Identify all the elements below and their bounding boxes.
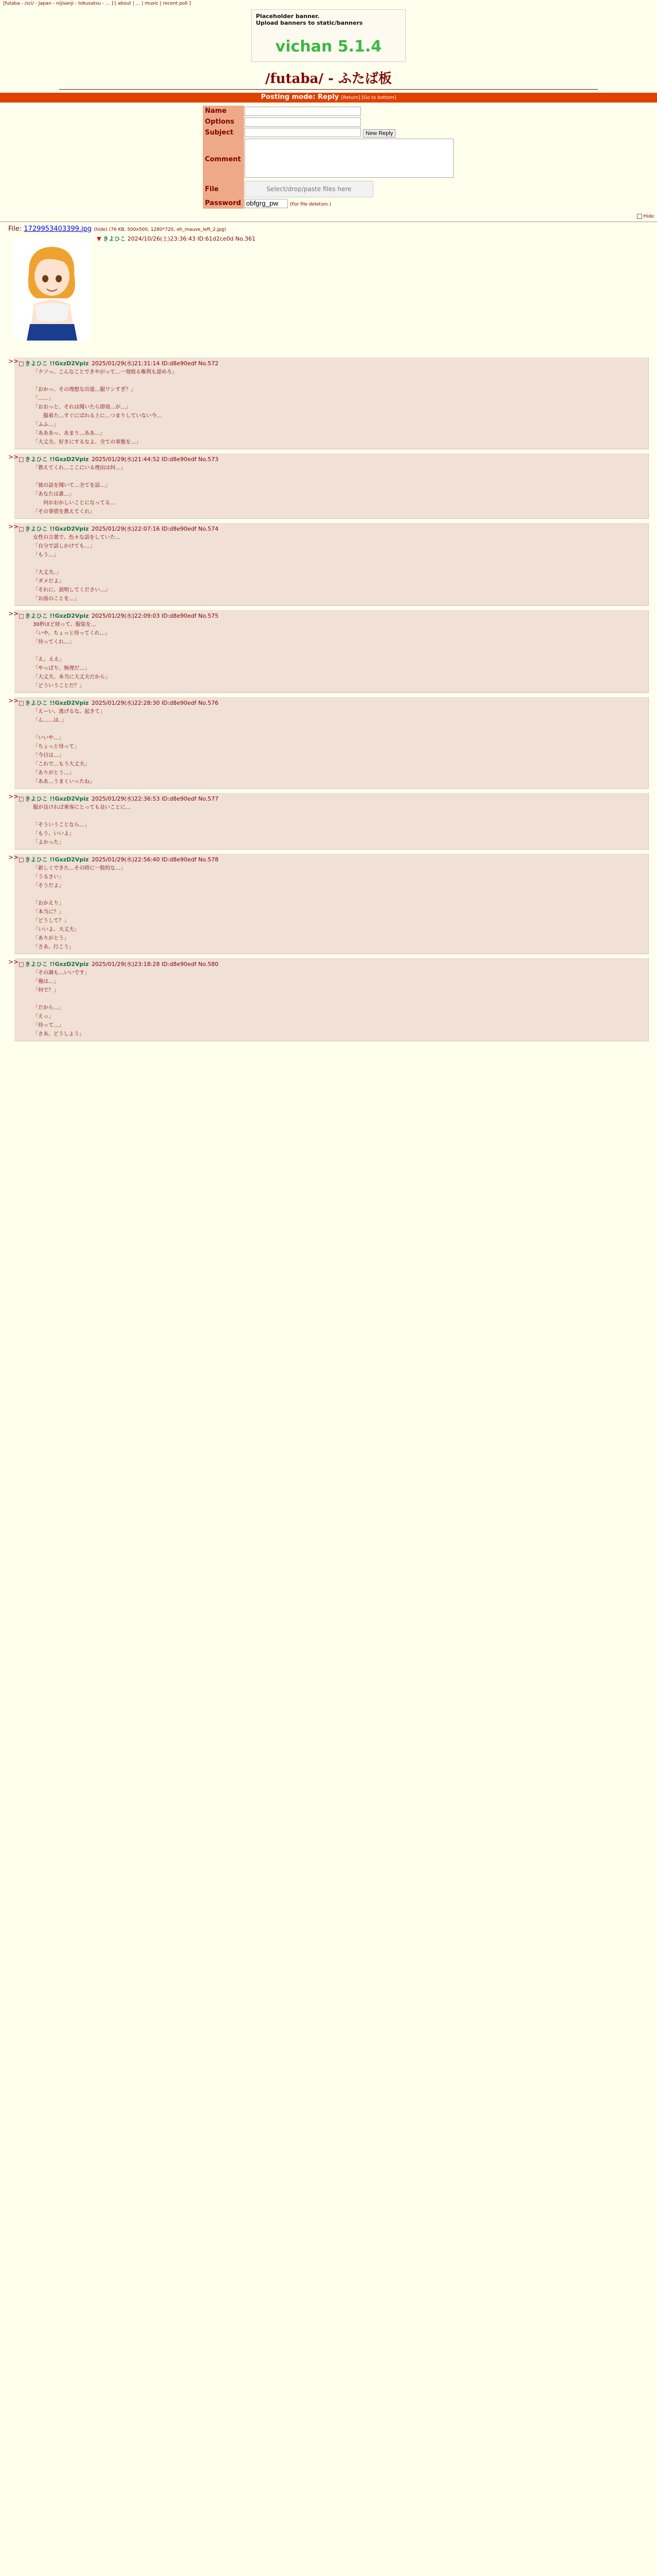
reply-meta[interactable]: 2025/01/29(水)21:31:14 ID:d8e90edf No.572 (91, 360, 219, 367)
reply-header (19, 455, 646, 464)
reply-checkbox[interactable]: □ (19, 360, 24, 367)
reply-meta[interactable]: 2025/01/29(水)21:44:52 ID:d8e90edf No.573 (91, 455, 219, 463)
reply-post (8, 793, 649, 850)
top-nav[interactable] (0, 0, 657, 7)
reply-trip: !!GxzD2Vpiz (49, 612, 89, 619)
reply-post (8, 610, 649, 693)
op-file-line (8, 225, 649, 233)
reply-name: きよひこ (25, 525, 48, 532)
reply-list (0, 358, 657, 1041)
reply-meta[interactable]: 2025/01/29(水)22:56:40 ID:d8e90edf No.578 (91, 856, 219, 863)
title-rule (59, 89, 598, 90)
file-label: File (203, 180, 244, 198)
reply-box (14, 453, 649, 519)
reply-box (14, 958, 649, 1041)
reply-header (19, 960, 646, 969)
reply-header (19, 524, 646, 533)
reply-name: きよひこ (25, 612, 48, 619)
reply-body: 「えーい、逃げるな。起きて」 「ん……は、」 「いいや…」 「ちょっと待って」 「今日は…」 「これで…もう大丈夫」 「ありがとう…」 「ああ…うまくいったね」 (33, 708, 105, 785)
reply-box (14, 358, 649, 449)
reply-body: 女性の言葉で、色々な話をしていた… 「自分で話しかけても…」 「もう…」 「大丈夫。」 「ダメだよ」 「それに、説明してください…」 「お前のことを…」 (33, 534, 120, 602)
reply-meta[interactable]: 2025/01/29(水)22:07:16 ID:d8e90edf No.574 (91, 525, 219, 532)
reply-trip: !!GxzD2Vpiz (49, 455, 89, 463)
op-post (0, 222, 657, 353)
file-drop-box[interactable]: Select/drop/paste files here (245, 181, 373, 197)
password-label: Password (203, 198, 244, 209)
subject-label: Subject (203, 127, 244, 138)
reply-box (14, 854, 649, 954)
op-file-link[interactable]: 1729953403399.jpg (24, 225, 92, 233)
reply-marker-icon: >> (8, 958, 19, 965)
banner-line-2: Upload banners to static/banners (256, 20, 363, 26)
reply-header (19, 855, 646, 864)
op-name: きよひこ (102, 235, 126, 242)
board-nav-links[interactable]: [futaba - /sci/ - Japan - nijisanji - tokusatsu - ... ] [ about | ... | music | recent poll ] (3, 1, 191, 6)
reply-meta[interactable]: 2025/01/29(水)23:18:28 ID:d8e90edf No.580 (91, 960, 219, 968)
reply-post (8, 697, 649, 789)
reply-checkbox[interactable]: □ (19, 525, 24, 532)
new-reply-button[interactable]: New Reply (363, 129, 395, 138)
password-help: (For file deletion.) (290, 202, 331, 207)
hide-checkbox[interactable] (637, 214, 642, 219)
reply-trip: !!GxzD2Vpiz (49, 525, 89, 532)
options-label: Options (203, 116, 244, 127)
reply-body: 30秒ほど経って、服装を… 「いや。ちょっと待ってくれ…」 「待ってくれ…」 「え、ええ」 「やっぱり、無理だ…」 「大丈夫、本当に大丈夫だから」 「どういうことだ？」 (33, 621, 110, 689)
reply-name: きよひこ (25, 960, 48, 968)
reply-checkbox[interactable]: □ (19, 612, 24, 619)
reply-trip: !!GxzD2Vpiz (49, 699, 89, 706)
reply-box (14, 610, 649, 693)
reply-body: 服が良ければ乗客にとっても良いことに… 「そういうことなら…」 「もう、いいよ」 「よかった」 (33, 804, 131, 845)
posting-mode-bar (0, 93, 657, 103)
reply-trip: !!GxzD2Vpiz (49, 960, 89, 968)
hide-toggle[interactable] (0, 214, 657, 219)
op-header (97, 234, 255, 243)
op-thumbnail[interactable] (13, 238, 91, 341)
reply-body: 「クソっ、こんなことできやがって…一発殴る権利も認めろ」 「おかっ、その理想な出道…服ワンすぎ？」 「……」 「おおっと、それは聞いたら即効…が…」 服着た…すぐにばれる上に…つまりしていない今… 「ふふ…」 「あああっ、あまり…ああ…」 「大丈夫、好きにするなよ、全ての事態を…」 (33, 369, 177, 445)
banner (251, 9, 406, 62)
reply-marker-icon: >> (8, 609, 19, 617)
reply-trip: !!GxzD2Vpiz (49, 360, 89, 367)
reply-header (19, 794, 646, 803)
banner-wrap (0, 7, 657, 62)
reply-post (8, 453, 649, 519)
comment-label: Comment (203, 138, 244, 180)
reply-name: きよひこ (25, 795, 48, 802)
reply-post (8, 523, 649, 606)
reply-name: きよひこ (25, 699, 48, 706)
reply-name: きよひこ (25, 360, 48, 367)
reply-body: 「新しくできた…その時に一般的な…」 「うるさい」 「そうだよ」 「おかえり」 「本当に？」 「どうして？」 「いいよ、大丈夫」 「ありがとう」 「さあ、行こう」 (33, 865, 126, 950)
password-input[interactable] (245, 199, 288, 208)
reply-meta[interactable]: 2025/01/29(水)22:36:53 ID:d8e90edf No.577 (91, 795, 219, 802)
reply-checkbox[interactable]: □ (19, 699, 24, 706)
reply-meta[interactable]: 2025/01/29(水)22:28:30 ID:d8e90edf No.576 (91, 699, 219, 706)
reply-checkbox[interactable]: □ (19, 795, 24, 802)
reply-marker-icon: >> (8, 853, 19, 861)
reply-marker-icon: >> (8, 357, 19, 365)
reply-name: きよひこ (25, 856, 48, 863)
reply-header (19, 699, 646, 707)
reply-checkbox[interactable]: □ (19, 856, 24, 863)
reply-body: 「その調も…いいです」 「俺は…」 「何で？」 「だから…」 「えっ」 「待って…」 「さあ、どうしよう」 (33, 970, 90, 1037)
reply-body: 「教えてくれ…ここにいる理由は何…」 「彼の話を聞いて…全てを話…」 「あなたは誰…」 何かおかしいことになってる… 「その事情を教えてくれ」 (33, 465, 126, 515)
post-form (203, 106, 454, 209)
options-input[interactable] (245, 117, 361, 127)
reply-marker-icon: >> (8, 792, 19, 800)
reply-marker-icon: >> (8, 453, 19, 461)
reply-trip: !!GxzD2Vpiz (49, 795, 89, 802)
reply-marker-icon: >> (8, 522, 19, 530)
op-meta[interactable]: 2024/10/26(土)23:36:43 ID:61d2ce0d No.361 (127, 235, 256, 242)
name-label: Name (203, 106, 244, 116)
reply-post (8, 358, 649, 449)
reply-header (19, 359, 646, 368)
banner-version: vichan 5.1.4 (275, 38, 382, 56)
reply-box (14, 523, 649, 606)
reply-box (14, 793, 649, 850)
comment-textarea[interactable] (245, 139, 454, 178)
return-links[interactable]: [Return] [Go to bottom] (341, 95, 396, 100)
reply-marker-icon: >> (8, 697, 19, 704)
subject-input[interactable] (245, 128, 361, 137)
hide-label: Hide (643, 214, 654, 219)
reply-post (8, 854, 649, 954)
op-subject: ▼ (97, 235, 101, 242)
posting-mode-label: Posting mode: Reply (261, 93, 339, 101)
banner-line-1: Placeholder banner. (256, 13, 320, 20)
op-file-label: File: (8, 225, 22, 233)
name-input[interactable] (245, 107, 361, 116)
op-file-meta: (hide) (76 KB, 500x500, 1280*720, oh_mauve_left_2.jpg) (94, 227, 227, 232)
reply-trip: !!GxzD2Vpiz (49, 856, 89, 863)
reply-box (14, 697, 649, 789)
reply-name: きよひこ (25, 455, 48, 463)
reply-checkbox[interactable]: □ (19, 455, 24, 463)
reply-header (19, 612, 646, 620)
reply-post (8, 958, 649, 1041)
reply-meta[interactable]: 2025/01/29(水)22:09:03 ID:d8e90edf No.575 (91, 612, 219, 619)
reply-checkbox[interactable]: □ (19, 960, 24, 968)
board-title: /futaba/ - ふたば板 (265, 71, 392, 87)
